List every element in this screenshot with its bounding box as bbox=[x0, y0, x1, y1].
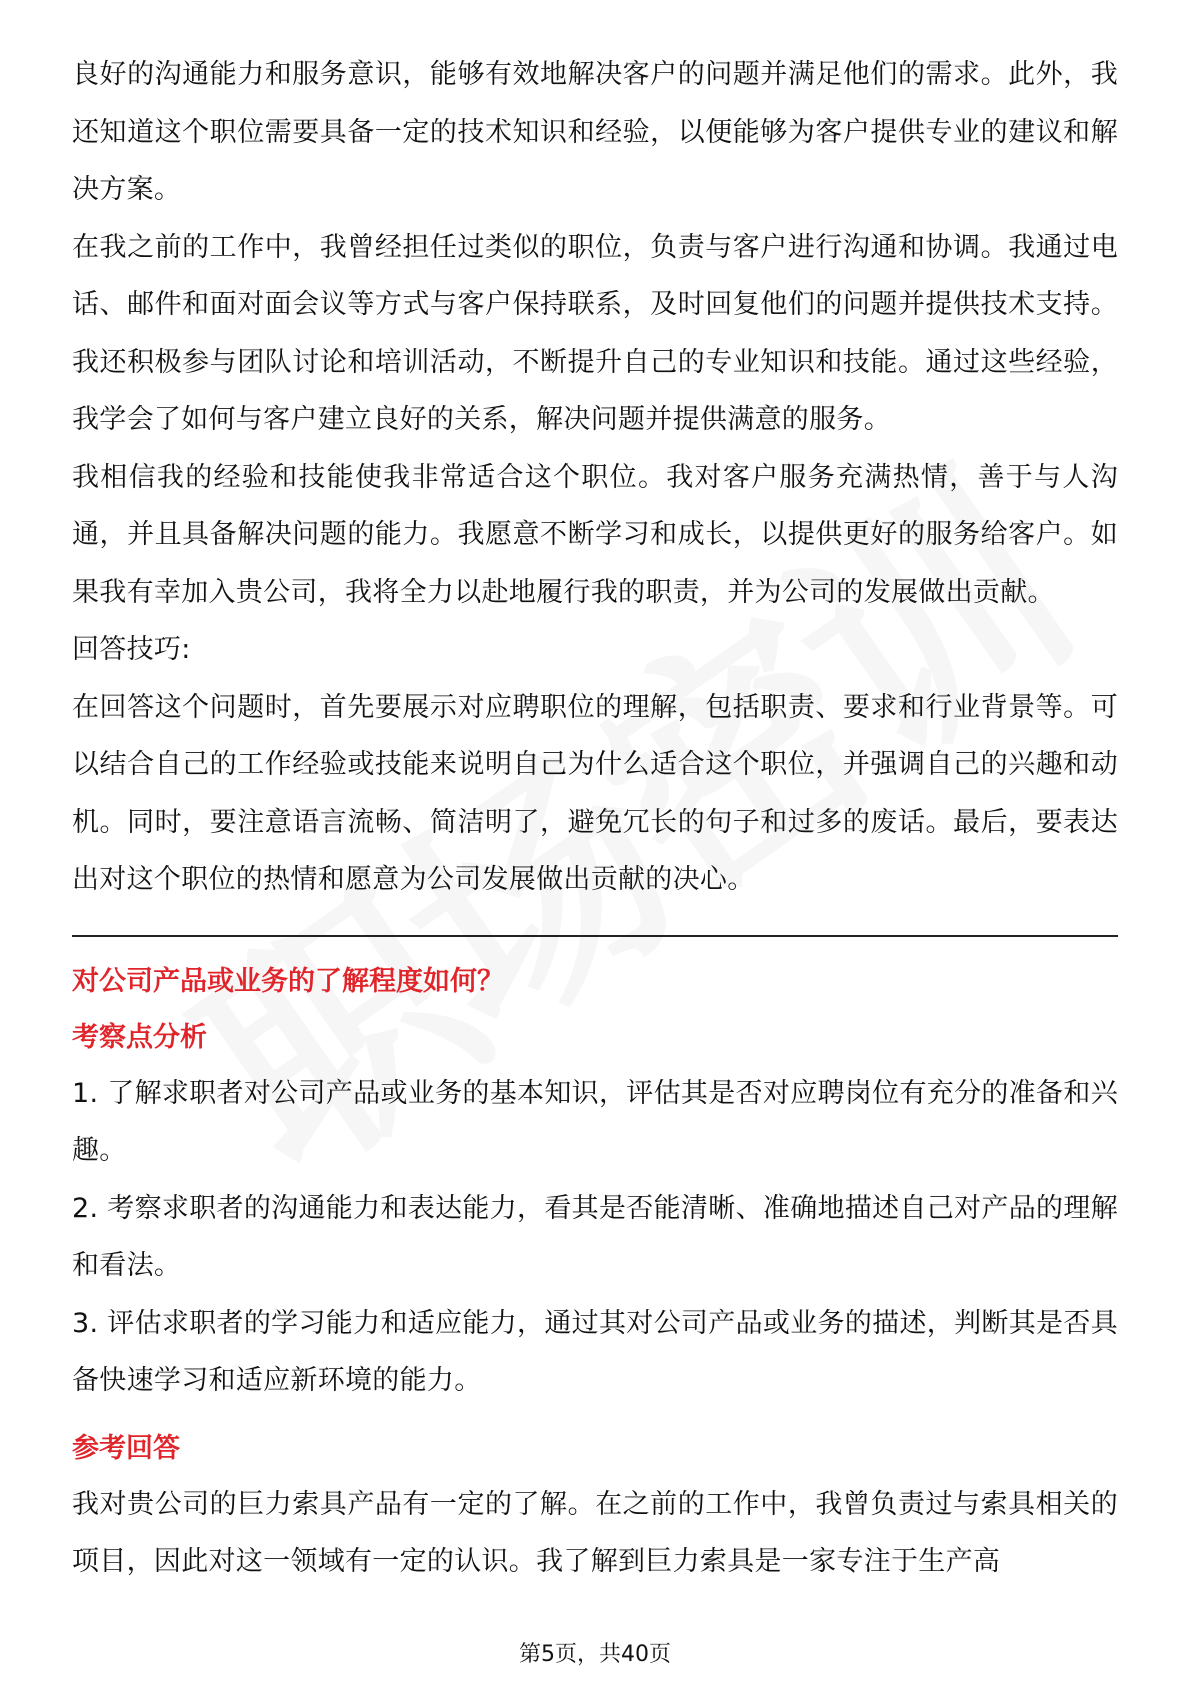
body-paragraph-3: 我相信我的经验和技能使我非常适合这个职位。我对客户服务充满热情，善于与人沟通，并且具备解决问题的能力。我愿意不断学习和成长，以提供更好的服务给客户。如果我有幸加入贵公司，我将全力以赴地履行我的职责，并为公司的发展做出贡献。 bbox=[72, 461, 1118, 608]
page-number: 第5页，共40页 bbox=[519, 1642, 671, 1667]
tips-label: 回答技巧: bbox=[72, 634, 191, 665]
analysis-heading: 考察点分析 bbox=[72, 1021, 207, 1053]
answer-heading: 参考回答 bbox=[72, 1432, 180, 1464]
analysis-item-2: 2. 考察求职者的沟通能力和表达能力，看其是否能清晰、准确地描述自己对产品的理解和看法。 bbox=[72, 1192, 1118, 1281]
analysis-item-3: 3. 评估求职者的学习能力和适应能力，通过其对公司产品或业务的描述，判断其是否具备快速学习和适应新环境的能力。 bbox=[72, 1307, 1118, 1396]
body-paragraph-2: 在我之前的工作中，我曾经担任过类似的职位，负责与客户进行沟通和协调。我通过电话、邮件和面对面会议等方式与客户保持联系，及时回复他们的问题并提供技术支持。我还积极参与团队讨论和培训活动，不断提升自己的专业知识和技能。通过这些经验，我学会了如何与客户建立良好的关系，解决问题并提供满意的服务。 bbox=[72, 231, 1118, 435]
body-paragraph-1: 良好的沟通能力和服务意识，能够有效地解决客户的问题并满足他们的需求。此外，我还知道这个职位需要具备一定的技术知识和经验，以便能够为客户提供专业的建议和解决方案。 bbox=[72, 59, 1118, 205]
question-title: 对公司产品或业务的了解程度如何？ bbox=[72, 965, 504, 997]
tips-paragraph: 在回答这个问题时，首先要展示对应聘职位的理解，包括职责、要求和行业背景等。可以结合自己的工作经验或技能来说明自己为什么适合这个职位，并强调自己的兴趣和动机。同时，要注意语言流畅、简洁明了，避免冗长的句子和过多的废话。最后，要表达出对这个职位的热情和愿意为公司发展做出贡献的决心。 bbox=[72, 691, 1118, 895]
document-page bbox=[72, 46, 1118, 1591]
section-divider bbox=[72, 935, 1118, 937]
answer-paragraph: 我对贵公司的巨力索具产品有一定的了解。在之前的工作中，我曾负责过与索具相关的项目，因此对这一领域有一定的认识。我了解到巨力索具是一家专注于生产高 bbox=[72, 1488, 1118, 1577]
analysis-item-1: 1. 了解求职者对公司产品或业务的基本知识，评估其是否对应聘岗位有充分的准备和兴趣。 bbox=[72, 1077, 1118, 1166]
